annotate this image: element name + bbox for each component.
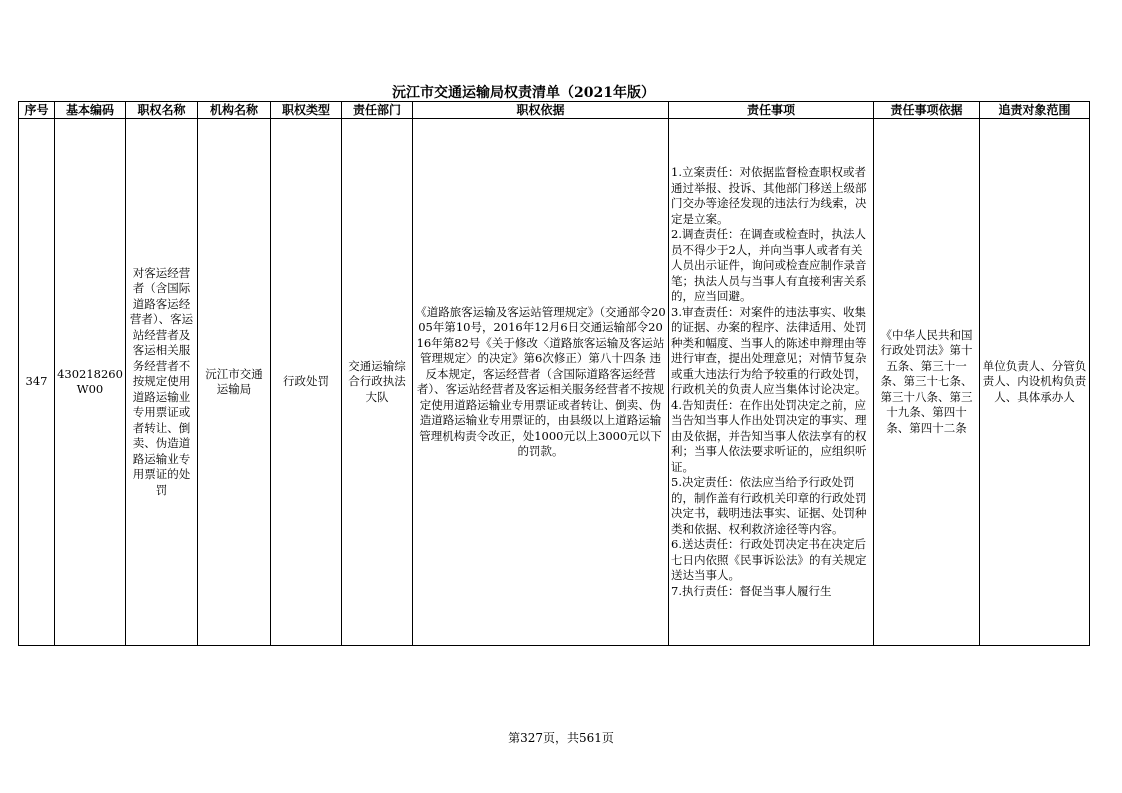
cell-agency: 沅江市交通运输局 [198, 119, 271, 646]
duty-item: 7.执行责任：督促当事人履行生 [671, 583, 832, 598]
cell-basis: 《道路旅客运输及客运站管理规定》（交通部令2005年第10号，2016年12月6日交通运输部令2016年第82号《关于修改〈道路旅客运输及客运站管理规定〉的决定》第6次修正）第八十四条 违反本规定，客运经营者（含国际道路客运经营者）、客运站经营者及客运相关服务经营者不按规定使用道路运输业专用票证或者转让、倒卖、伪造道路运输业专用票证的，由县级以上道路运输管理机构责令改正，处1000元以上3000元以下的罚款。 [413, 119, 669, 646]
power-list-table [18, 101, 1090, 646]
cell-duties [669, 119, 874, 646]
header-row [19, 102, 1090, 119]
header-accountability: 追责对象范围 [980, 102, 1090, 119]
cell-code: 430218260W00 [55, 119, 126, 646]
duty-item: 4.告知责任：在作出处罚决定之前，应当告知当事人作出处罚决定的事实、理由及依据，并告知当事人依法享有的权利；当事人依法要求听证的，应组织听证。 [671, 397, 867, 474]
header-duty-basis: 责任事项依据 [874, 102, 980, 119]
header-basis: 职权依据 [413, 102, 669, 119]
duty-item: 1.立案责任：对依据监督检查职权或者通过举报、投诉、其他部门移送上级部门交办等途径发现的违法行为线索，决定是立案。 [671, 165, 867, 226]
cell-duty-basis: 《中华人民共和国行政处罚法》第十五条、第三十一条、第三十七条、第三十八条、第三十九条、第四十条、第四十二条 [874, 119, 980, 646]
header-power-type: 职权类型 [271, 102, 342, 119]
cell-power-type: 行政处罚 [271, 119, 342, 646]
page-title: 沅江市交通运输局权责清单（2021年版） [392, 85, 655, 101]
duty-item: 2.调查责任：在调查或检查时，执法人员不得少于2人，并向当事人或者有关人员出示证件，询问或检查应制作录音笔；执法人员与当事人有直接利害关系的，应当回避。 [671, 227, 867, 303]
header-code: 基本编码 [55, 102, 126, 119]
page-number: 第327页，共561页 [508, 731, 614, 745]
duty-item: 6.送达责任：行政处罚决定书在决定后七日内依照《民事诉讼法》的有关规定送达当事人。 [671, 537, 867, 582]
header-duties: 责任事项 [669, 102, 874, 119]
header-seq: 序号 [19, 102, 55, 119]
header-power-name: 职权名称 [126, 102, 198, 119]
header-department: 责任部门 [342, 102, 413, 119]
cell-department: 交通运输综合行政执法大队 [342, 119, 413, 646]
header-agency: 机构名称 [198, 102, 271, 119]
cell-seq: 347 [19, 119, 55, 646]
duty-item: 5.决定责任：依法应当给予行政处罚的，制作盖有行政机关印章的行政处罚决定书，载明违法事实、证据、处罚种类和依据、权利救济途径等内容。 [671, 475, 867, 536]
cell-power-name: 对客运经营者（含国际道路客运经营者）、客运站经营者及客运相关服务经营者不按规定使用道路运输业专用票证或者转让、倒卖、伪造道路运输业专用票证的处罚 [126, 119, 198, 646]
table-row [19, 119, 1090, 646]
cell-accountability: 单位负责人、分管负责人、内设机构负责人、具体承办人 [980, 119, 1090, 646]
duty-item: 3.审查责任：对案件的违法事实、收集的证据、办案的程序、法律适用、处罚种类和幅度、当事人的陈述申辩理由等进行审查，提出处理意见；对情节复杂或重大违法行为给予较重的行政处罚，行政机关的负责人应当集体讨论决定。 [671, 304, 867, 396]
